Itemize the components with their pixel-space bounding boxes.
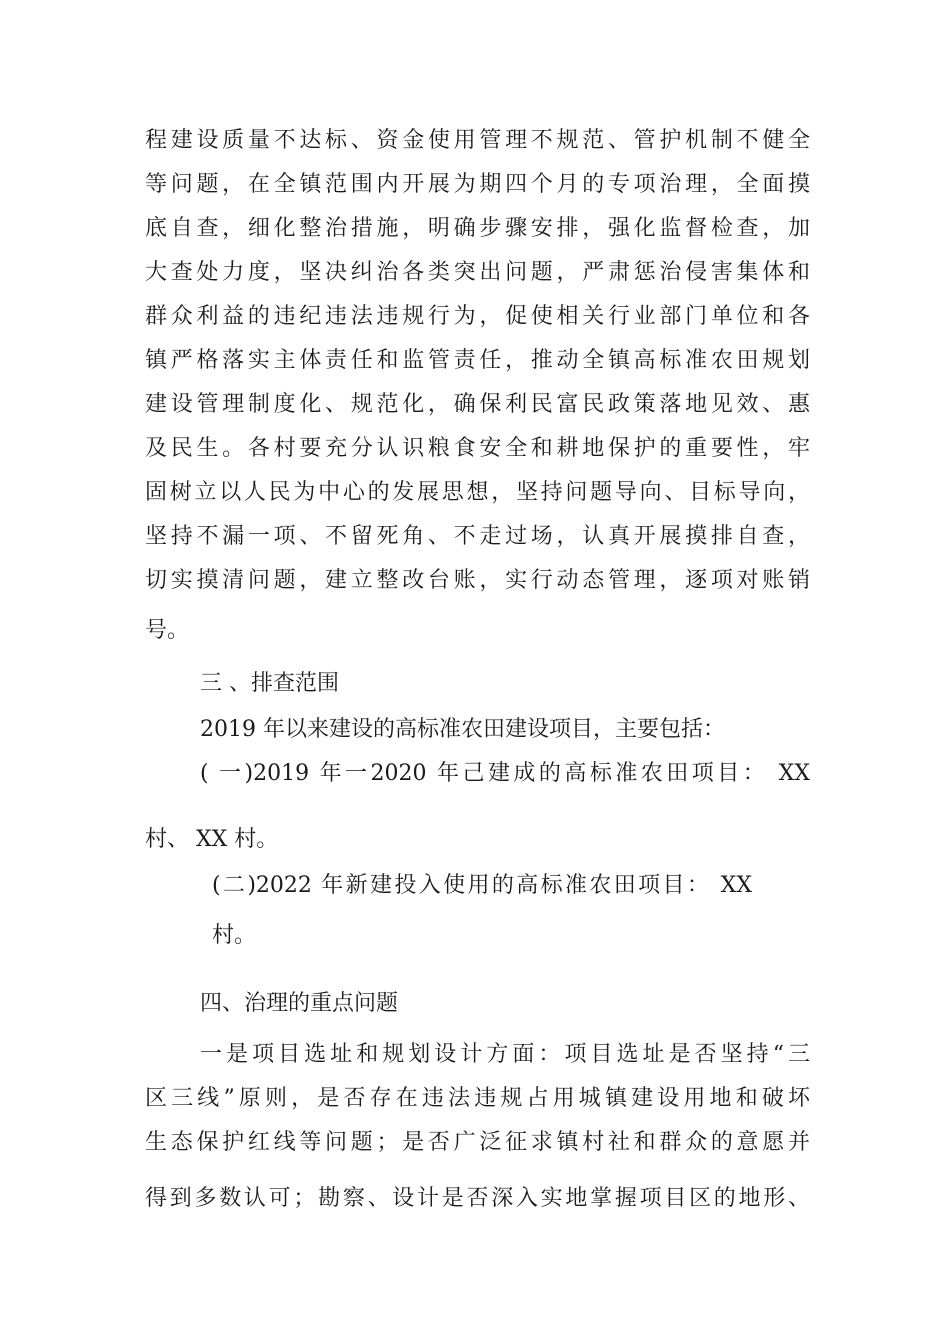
list-item-2-cont: 村。 bbox=[212, 923, 257, 948]
body-line: 坚持不漏一项、不留死角、不走过场，认真开展摸排自查， bbox=[145, 524, 810, 549]
body-line: 得到多数认可；勘察、设计是否深入实地掌握项目区的地形、 bbox=[145, 1186, 810, 1211]
body-line: 程建设质量不达标、资金使用管理不规范、管护机制不健全 bbox=[145, 128, 810, 153]
body-line: 一是项目选址和规划设计方面：项目选址是否坚持“三 bbox=[200, 1042, 810, 1067]
body-line: 镇严格落实主体责任和监管责任，推动全镇高标准农田规划 bbox=[145, 348, 810, 373]
body-line: 底自查，细化整治措施，明确步骤安排，强化监督检查，加 bbox=[145, 216, 810, 241]
body-line: 生态保护红线等问题；是否广泛征求镇村社和群众的意愿并 bbox=[145, 1130, 810, 1155]
body-line: 及民生。各村要充分认识粮食安全和耕地保护的重要性，牢 bbox=[145, 436, 810, 461]
body-line: 等问题，在全镇范围内开展为期四个月的专项治理，全面摸 bbox=[145, 172, 810, 197]
section-heading-scope: 三 、排查范围 bbox=[200, 671, 339, 696]
body-line: 号。 bbox=[145, 618, 190, 643]
list-item-1: ( 一)2019 年一2020 年己建成的高标准农田项目： XX bbox=[200, 761, 810, 786]
list-item-2: (二)2022 年新建投入使用的高标准农田项目： XX bbox=[212, 873, 752, 898]
body-line: 2019 年以来建设的高标准农田建设项目，主要包括： bbox=[200, 717, 725, 742]
body-line: 固树立以人民为中心的发展思想，坚持问题导向、目标导向， bbox=[145, 480, 810, 505]
body-line: 大查处力度，坚决纠治各类突出问题，严肃惩治侵害集体和 bbox=[145, 260, 810, 285]
body-line: 区三线”原则，是否存在违法违规占用城镇建设用地和破坏 bbox=[145, 1086, 810, 1111]
body-line: 切实摸清问题，建立整改台账，实行动态管理，逐项对账销 bbox=[145, 568, 810, 593]
body-line: 群众利益的违纪违法违规行为，促使相关行业部门单位和各 bbox=[145, 304, 810, 329]
section-heading-issues: 四、治理的重点问题 bbox=[200, 991, 399, 1016]
body-line: 建设管理制度化、规范化，确保利民富民政策落地见效、惠 bbox=[145, 392, 810, 417]
list-item-1-cont: 村、 XX 村。 bbox=[145, 827, 279, 852]
